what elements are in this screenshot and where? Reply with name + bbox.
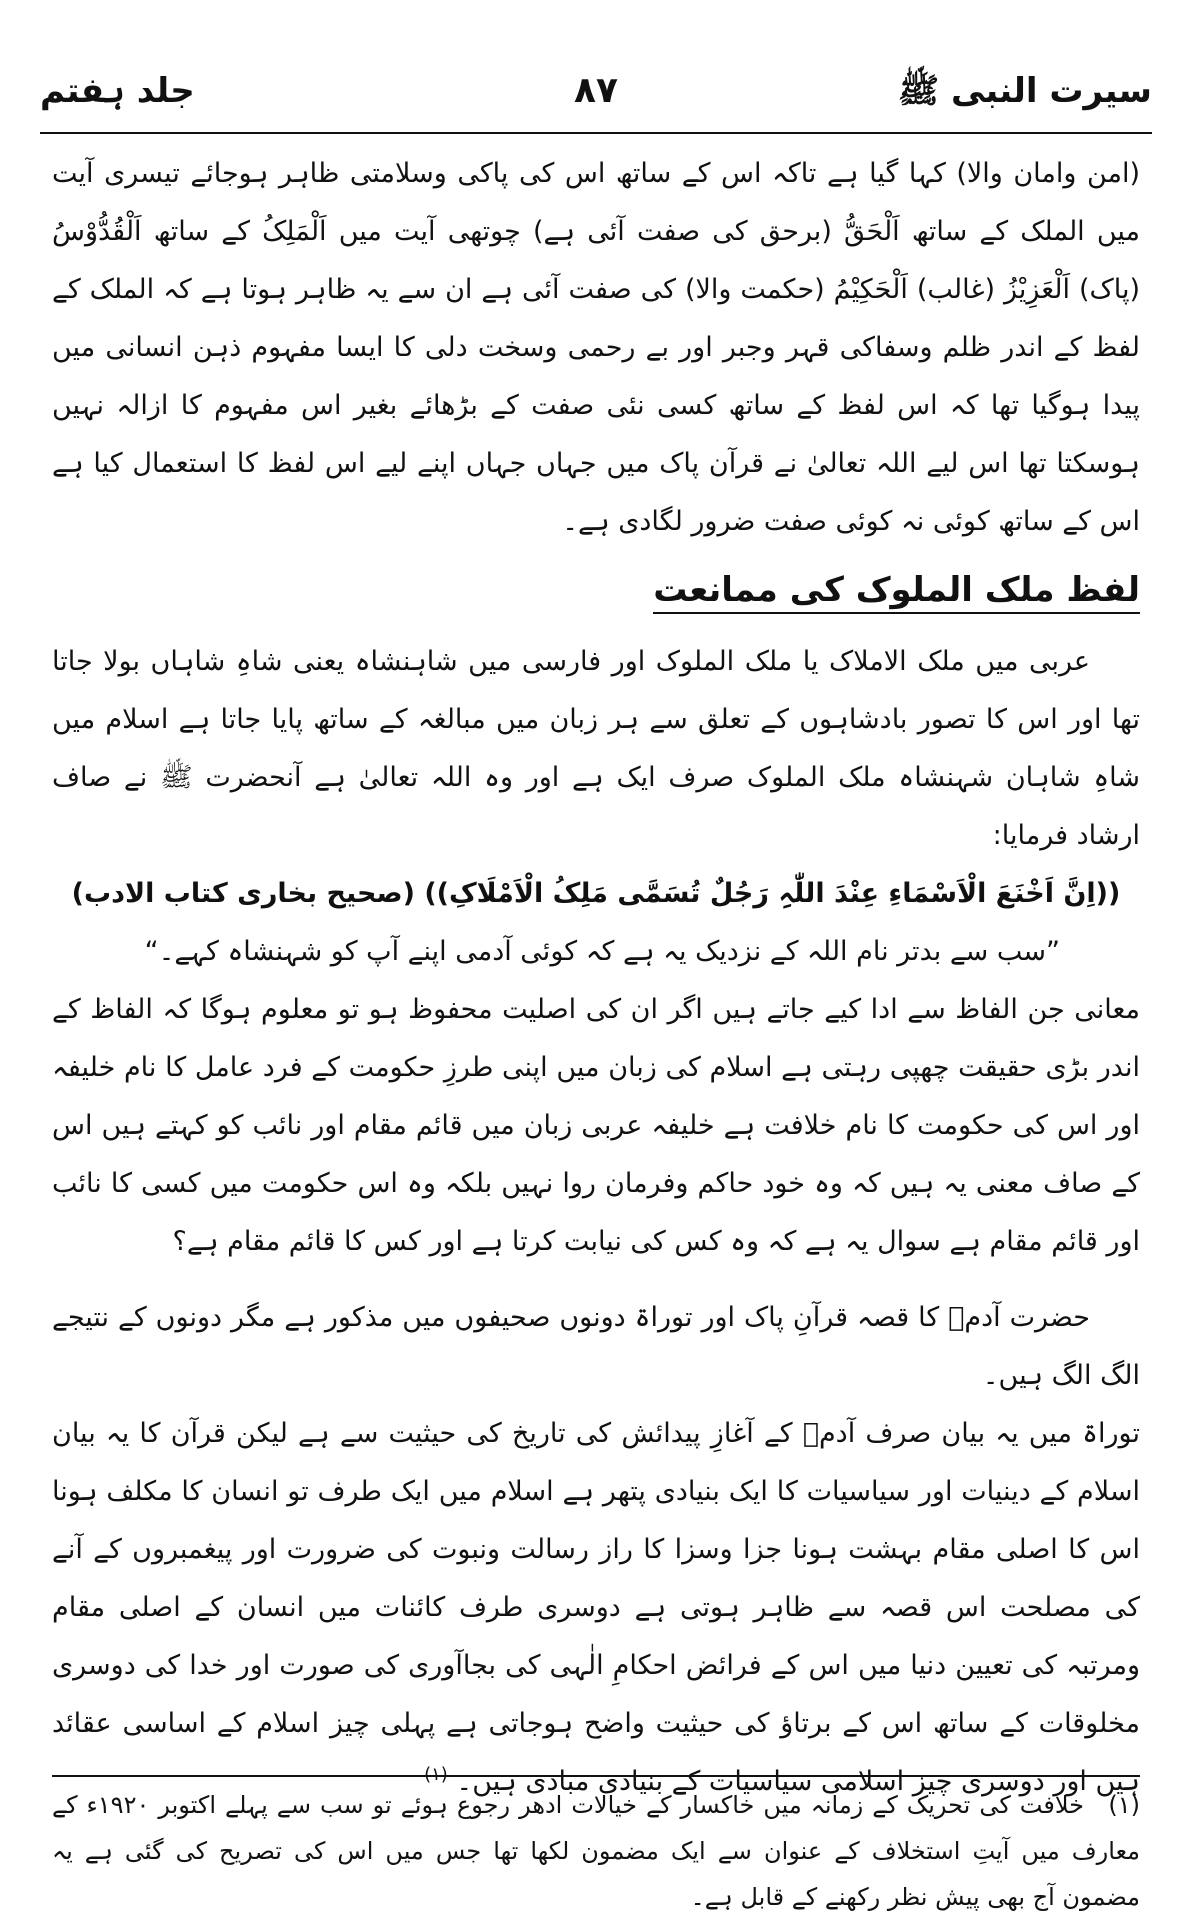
header-rule <box>40 132 1152 134</box>
page-header <box>40 70 1152 128</box>
footnote-number: (۱) <box>1108 1791 1140 1819</box>
footnote <box>52 1782 1140 1920</box>
book-title: سیرت النبی ﷺ <box>898 71 1152 111</box>
footnote-text: خلافت کی تحریک کے زمانہ میں خاکسار کے خیالات ادھر رجوع ہوئے تو سب سے پہلے اکتوبر ۱۹۲۰ء کے معارف میں آیتِ استخلاف کے عنوان سے ایک مضمون لکھا تھا جس میں اس کی تصریح کی گئی ہے یہ مضمون آج بھی پیش نظر رکھنے کے قابل ہے۔ <box>52 1791 1140 1911</box>
paragraph-meanings: معانی جن الفاظ سے ادا کیے جاتے ہیں اگر ان کی اصلیت محفوظ ہو تو معلوم ہوگا کہ الفاظ کے اندر بڑی حقیقت چھپی رہتی ہے اسلام کی زبان میں اپنی طرزِ حکومت کے فرد عامل کا نام خلیفہ اور اس کی حکومت کا نام خلافت ہے خلیفہ عربی زبان میں قائم مقام اور نائب کو کہتے ہیں اس کے صاف معنی یہ ہیں کہ وہ خود حاکم وفرمان روا نہیں بلکہ وہ اس حکومت میں کسی کا نائب اور قائم مقام ہے سوال یہ ہے کہ وہ کس کی نیابت کرتا ہے اور کس کا قائم مقام ہے؟ <box>52 994 1140 1257</box>
page-number: ۸۷ <box>574 70 618 111</box>
paragraph-opening: (امن وامان والا) کہا گیا ہے تاکہ اس کے ساتھ اس کی پاکی وسلامتی ظاہر ہوجائے تیسری آیت میں الملک کے ساتھ اَلْحَقُّ (برحق کی صفت آئی ہے) چوتھی آیت میں اَلْمَلِکُ کے ساتھ اَلْقُدُّوْسُ (پاک) اَلْعَزِیْزُ (غالب) اَلْحَکِیْمُ (حکمت والا) کی صفت آئی ہے ان سے یہ ظاہر ہوتا ہے کہ الملک کے لفظ کے اندر ظلم وسفاکی قہر وجبر اور بے رحمی وسخت دلی کا ایسا مفہوم ذہن انسانی میں پیدا ہوگیا تھا کہ اس لفظ کے ساتھ کسی نئی صفت کے بڑھائے بغیر اس مفہوم کا ازالہ نہیں ہوسکتا تھا اس لیے اللہ تعالیٰ نے قرآن پاک میں جہاں جہاں اپنے لیے اس لفظ کا استعمال کیا ہے اس کے ساتھ کوئی نہ کوئی صفت ضرور لگادی ہے۔ <box>52 158 1140 537</box>
paragraph-adam-2 <box>52 1405 1140 1811</box>
main-text <box>52 145 1140 1811</box>
footnote-rule <box>52 1775 1140 1777</box>
hadith-translation: ”سب سے بدتر نام اللہ کے نزدیک یہ ہے کہ کوئی آدمی اپنے آپ کو شہنشاہ کہے۔“ <box>144 936 1060 967</box>
volume-label: جلد ہفتم <box>40 71 195 111</box>
section-heading <box>52 561 1140 619</box>
paragraph-section: عربی میں ملک الاملاک یا ملک الملوک اور فارسی میں شاہنشاہ یعنی شاہِ شاہاں بولا جاتا تھا اور اس کا تصور بادشاہوں کے تعلق سے ہر زبان میں مبالغہ کے ساتھ پایا جاتا ہے اسلام میں شاہِ شاہان شہنشاہ ملک الملوک صرف ایک ہے اور وہ اللہ تعالیٰ ہے آنحضرت ﷺ نے صاف ارشاد فرمایا: <box>52 646 1140 851</box>
arabic-hadith: ((اِنَّ اَخْنَعَ الْاَسْمَاءِ عِنْدَ اللّٰہِ رَجُلٌ تُسَمَّی مَلِکُ الْاَمْلَاکِ)) (صحیح بخاری کتاب الادب) <box>71 878 1121 909</box>
footnote-paragraph <box>52 1782 1140 1920</box>
paragraph-adam-2-text: توراۃ میں یہ بیان صرف آدمؑ کے آغازِ پیدائش کی تاریخ کی حیثیت سے ہے لیکن قرآن کا یہ بیان اسلام کے دینیات اور سیاسیات کا ایک بنیادی پتھر ہے اسلام میں ایک طرف تو انسان کا مکلف ہونا اس کا اصلی مقام بہشت ہونا جزا وسزا کا راز رسالت ونبوت کی ضرورت اور پیغمبروں کے آنے کی مصلحت اس قصہ سے ظاہر ہوتی ہے دوسری طرف کائنات میں انسان کے اصلی مقام ومرتبہ کی تعیین دنیا میں اس کے فرائض احکامِ الٰہی کی بجاآوری کی صورت اور خدا کی دوسری مخلوقات کے ساتھ اس کے برتاؤ کی حیثیت واضح ہوجاتی ہے پہلی چیز اسلام کے اساسی عقائد ہیں اور دوسری چیز اسلامی سیاسیات کے بنیادی مبادی ہیں۔ <box>52 1418 1140 1797</box>
paragraph-adam-1: حضرت آدمؑ کا قصہ قرآنِ پاک اور توراۃ دونوں صحیفوں میں مذکور ہے مگر دونوں کے نتیجے الگ الگ ہیں۔ <box>52 1302 1140 1391</box>
footnote-marker: (۱) <box>424 1764 448 1785</box>
section-heading-text: لفظ ملک الملوک کی ممانعت <box>653 570 1140 614</box>
